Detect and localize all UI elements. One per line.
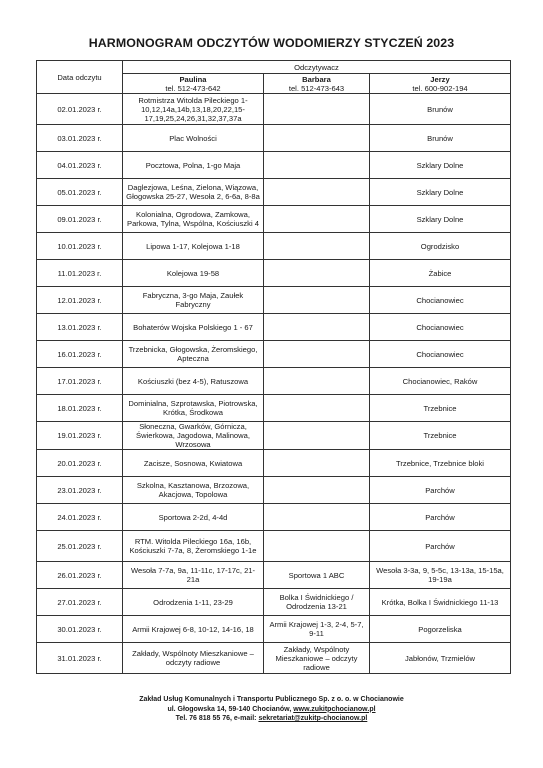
paulina-cell: Fabryczna, 3-go Maja, Zaułek Fabryczny bbox=[123, 287, 264, 314]
table-row bbox=[37, 643, 511, 674]
jerzy-cell: Parchów bbox=[370, 477, 511, 504]
table-row bbox=[37, 531, 511, 562]
date-cell: 30.01.2023 r. bbox=[37, 616, 123, 643]
jerzy-cell: Krótka, Bolka I Świdnickiego 11-13 bbox=[370, 589, 511, 616]
table-row bbox=[37, 477, 511, 504]
paulina-cell: Słoneczna, Gwarków, Górnicza, Świerkowa, Jagodowa, Malinowa, Wrzosowa bbox=[123, 422, 264, 450]
jerzy-cell: Chocianowiec bbox=[370, 314, 511, 341]
date-cell: 18.01.2023 r. bbox=[37, 395, 123, 422]
paulina-cell: Szkolna, Kasztanowa, Brzozowa, Akacjowa, Topolowa bbox=[123, 477, 264, 504]
table-row bbox=[37, 125, 511, 152]
date-cell: 16.01.2023 r. bbox=[37, 341, 123, 368]
barbara-cell bbox=[264, 94, 370, 125]
reader-name: Jerzy bbox=[430, 74, 450, 84]
date-cell: 11.01.2023 r. bbox=[37, 260, 123, 287]
paulina-cell: Zakłady, Wspólnoty Mieszkaniowe – odczyty radiowe bbox=[123, 643, 264, 674]
barbara-cell bbox=[264, 531, 370, 562]
barbara-cell: Zakłady, Wspólnoty Mieszkaniowe – odczyty radiowe bbox=[264, 643, 370, 674]
date-cell: 09.01.2023 r. bbox=[37, 206, 123, 233]
barbara-cell: Armii Krajowej 1-3, 2-4, 5-7, 9-11 bbox=[264, 616, 370, 643]
barbara-cell bbox=[264, 395, 370, 422]
table-row bbox=[37, 504, 511, 531]
date-cell: 03.01.2023 r. bbox=[37, 125, 123, 152]
date-cell: 25.01.2023 r. bbox=[37, 531, 123, 562]
barbara-cell bbox=[264, 422, 370, 450]
footer-email-link[interactable]: sekretariat@zukitp-chocianow.pl bbox=[258, 715, 368, 722]
table-row bbox=[37, 341, 511, 368]
table-row bbox=[37, 206, 511, 233]
jerzy-cell: Trzebnice bbox=[370, 422, 511, 450]
date-cell: 23.01.2023 r. bbox=[37, 477, 123, 504]
reader-phone: tel. 600-902-194 bbox=[412, 83, 468, 93]
footer-contact-text: Tel. 76 818 55 76, e-mail: bbox=[175, 715, 259, 722]
jerzy-cell: Brunów bbox=[370, 94, 511, 125]
footer-contact bbox=[0, 714, 543, 724]
table-row bbox=[37, 368, 511, 395]
paulina-cell: Wesoła 7-7a, 9a, 11-11c, 17-17c, 21-21a bbox=[123, 562, 264, 589]
date-cell: 02.01.2023 r. bbox=[37, 94, 123, 125]
barbara-cell bbox=[264, 125, 370, 152]
barbara-cell: Sportowa 1 ABC bbox=[264, 562, 370, 589]
table-row bbox=[37, 94, 511, 125]
paulina-cell: Lipowa 1-17, Kolejowa 1-18 bbox=[123, 233, 264, 260]
jerzy-cell: Szklary Dolne bbox=[370, 179, 511, 206]
table-row bbox=[37, 233, 511, 260]
date-cell: 20.01.2023 r. bbox=[37, 450, 123, 477]
barbara-cell bbox=[264, 477, 370, 504]
page-title: HARMONOGRAM ODCZYTÓW WODOMIERZY STYCZEŃ 2023 bbox=[88, 36, 455, 50]
date-cell: 27.01.2023 r. bbox=[37, 589, 123, 616]
paulina-cell: RTM. Witolda Pileckiego 16a, 16b, Kościuszki 7-7a, 8, Żeromskiego 1-1e bbox=[123, 531, 264, 562]
table-row bbox=[37, 422, 511, 450]
footer-address bbox=[0, 705, 543, 715]
barbara-cell bbox=[264, 287, 370, 314]
jerzy-cell: Brunów bbox=[370, 125, 511, 152]
date-cell: 04.01.2023 r. bbox=[37, 152, 123, 179]
table-row bbox=[37, 562, 511, 589]
barbara-cell bbox=[264, 314, 370, 341]
paulina-cell: Bohaterów Wojska Polskiego 1 - 67 bbox=[123, 314, 264, 341]
jerzy-cell: Trzebnice bbox=[370, 395, 511, 422]
paulina-cell: Kolonialna, Ogrodowa, Zamkowa, Parkowa, Tylna, Wspólna, Kościuszki 4 bbox=[123, 206, 264, 233]
jerzy-cell: Szklary Dolne bbox=[370, 206, 511, 233]
jerzy-cell: Chocianowiec bbox=[370, 341, 511, 368]
jerzy-cell: Chocianowiec, Raków bbox=[370, 368, 511, 395]
table-row bbox=[37, 314, 511, 341]
reader-phone: tel. 512-473-643 bbox=[288, 83, 345, 93]
reader-phone: tel. 512-473-642 bbox=[165, 83, 221, 93]
barbara-cell bbox=[264, 450, 370, 477]
date-column-header: Data odczytu bbox=[37, 61, 123, 94]
barbara-cell bbox=[264, 206, 370, 233]
date-cell: 12.01.2023 r. bbox=[37, 287, 123, 314]
barbara-cell bbox=[264, 341, 370, 368]
date-cell: 10.01.2023 r. bbox=[37, 233, 123, 260]
jerzy-cell: Parchów bbox=[370, 531, 511, 562]
table-row bbox=[37, 616, 511, 643]
barbara-cell: Bolka I Świdnickiego / Odrodzenia 13-21 bbox=[264, 589, 370, 616]
paulina-cell: Plac Wolności bbox=[123, 125, 264, 152]
table-row bbox=[37, 589, 511, 616]
date-cell: 13.01.2023 r. bbox=[37, 314, 123, 341]
reader-header-barbara bbox=[264, 74, 370, 94]
jerzy-cell: Wesoła 3-3a, 9, 5-5c, 13-13a, 15-15a, 19-19a bbox=[370, 562, 511, 589]
reader-header-paulina bbox=[123, 74, 264, 94]
footer-address-text: ul. Głogowska 14, 59-140 Chocianów, bbox=[167, 705, 294, 713]
jerzy-cell: Szklary Dolne bbox=[370, 152, 511, 179]
jerzy-cell: Żabice bbox=[370, 260, 511, 287]
paulina-cell: Pocztowa, Polna, 1-go Maja bbox=[123, 152, 264, 179]
date-cell: 05.01.2023 r. bbox=[37, 179, 123, 206]
paulina-cell: Daglezjowa, Leśna, Zielona, Wiązowa, Głogowska 25-27, Wesoła 2, 6-6a, 8-8a bbox=[123, 179, 264, 206]
date-cell: 31.01.2023 r. bbox=[37, 643, 123, 674]
jerzy-cell: Jabłonów, Trzmielów bbox=[370, 643, 511, 674]
jerzy-cell: Ogrodzisko bbox=[370, 233, 511, 260]
paulina-cell: Armii Krajowej 6-8, 10-12, 14-16, 18 bbox=[123, 616, 264, 643]
footer-company: Zakład Usług Komunalnych i Transportu Publicznego Sp. z o. o. w Chocianowie bbox=[139, 696, 404, 703]
jerzy-cell: Chocianowiec bbox=[370, 287, 511, 314]
paulina-cell: Dominialna, Szprotawska, Piotrowska, Krótka, Środkowa bbox=[123, 395, 264, 422]
paulina-cell: Kolejowa 19-58 bbox=[123, 260, 264, 287]
barbara-cell bbox=[264, 260, 370, 287]
barbara-cell bbox=[264, 233, 370, 260]
table-row bbox=[37, 179, 511, 206]
table-row bbox=[37, 287, 511, 314]
date-cell: 17.01.2023 r. bbox=[37, 368, 123, 395]
paulina-cell: Kościuszki (bez 4-5), Ratuszowa bbox=[123, 368, 264, 395]
footer bbox=[0, 695, 543, 724]
jerzy-cell: Trzebnice, Trzebnice bloki bbox=[370, 450, 511, 477]
jerzy-cell: Pogorzeliska bbox=[370, 616, 511, 643]
date-cell: 19.01.2023 r. bbox=[37, 422, 123, 450]
schedule-table bbox=[36, 60, 511, 674]
table-row bbox=[37, 395, 511, 422]
reader-name: Paulina bbox=[179, 74, 207, 84]
table-row bbox=[37, 260, 511, 287]
paulina-cell: Trzebnicka, Głogowska, Żeromskiego, Apteczna bbox=[123, 341, 264, 368]
barbara-cell bbox=[264, 152, 370, 179]
paulina-cell: Rotmistrza Witolda Pileckiego 1-10,12,14a,14b,13,18,20,22,15-17,19,25,24,26,31,32,37,37a bbox=[123, 94, 264, 125]
date-cell: 26.01.2023 r. bbox=[37, 562, 123, 589]
date-cell: 24.01.2023 r. bbox=[37, 504, 123, 531]
barbara-cell bbox=[264, 368, 370, 395]
paulina-cell: Sportowa 2-2d, 4-4d bbox=[123, 504, 264, 531]
table-row bbox=[37, 450, 511, 477]
table-row bbox=[37, 152, 511, 179]
jerzy-cell: Parchów bbox=[370, 504, 511, 531]
paulina-cell: Zacisze, Sosnowa, Kwiatowa bbox=[123, 450, 264, 477]
reader-header-jerzy bbox=[370, 74, 511, 94]
barbara-cell bbox=[264, 504, 370, 531]
reader-name: Barbara bbox=[302, 74, 331, 84]
paulina-cell: Odrodzenia 1-11, 23-29 bbox=[123, 589, 264, 616]
footer-website-link[interactable]: www.zukitpchocianow.pl bbox=[293, 705, 376, 713]
reader-group-header: Odczytywacz bbox=[123, 61, 511, 74]
barbara-cell bbox=[264, 179, 370, 206]
